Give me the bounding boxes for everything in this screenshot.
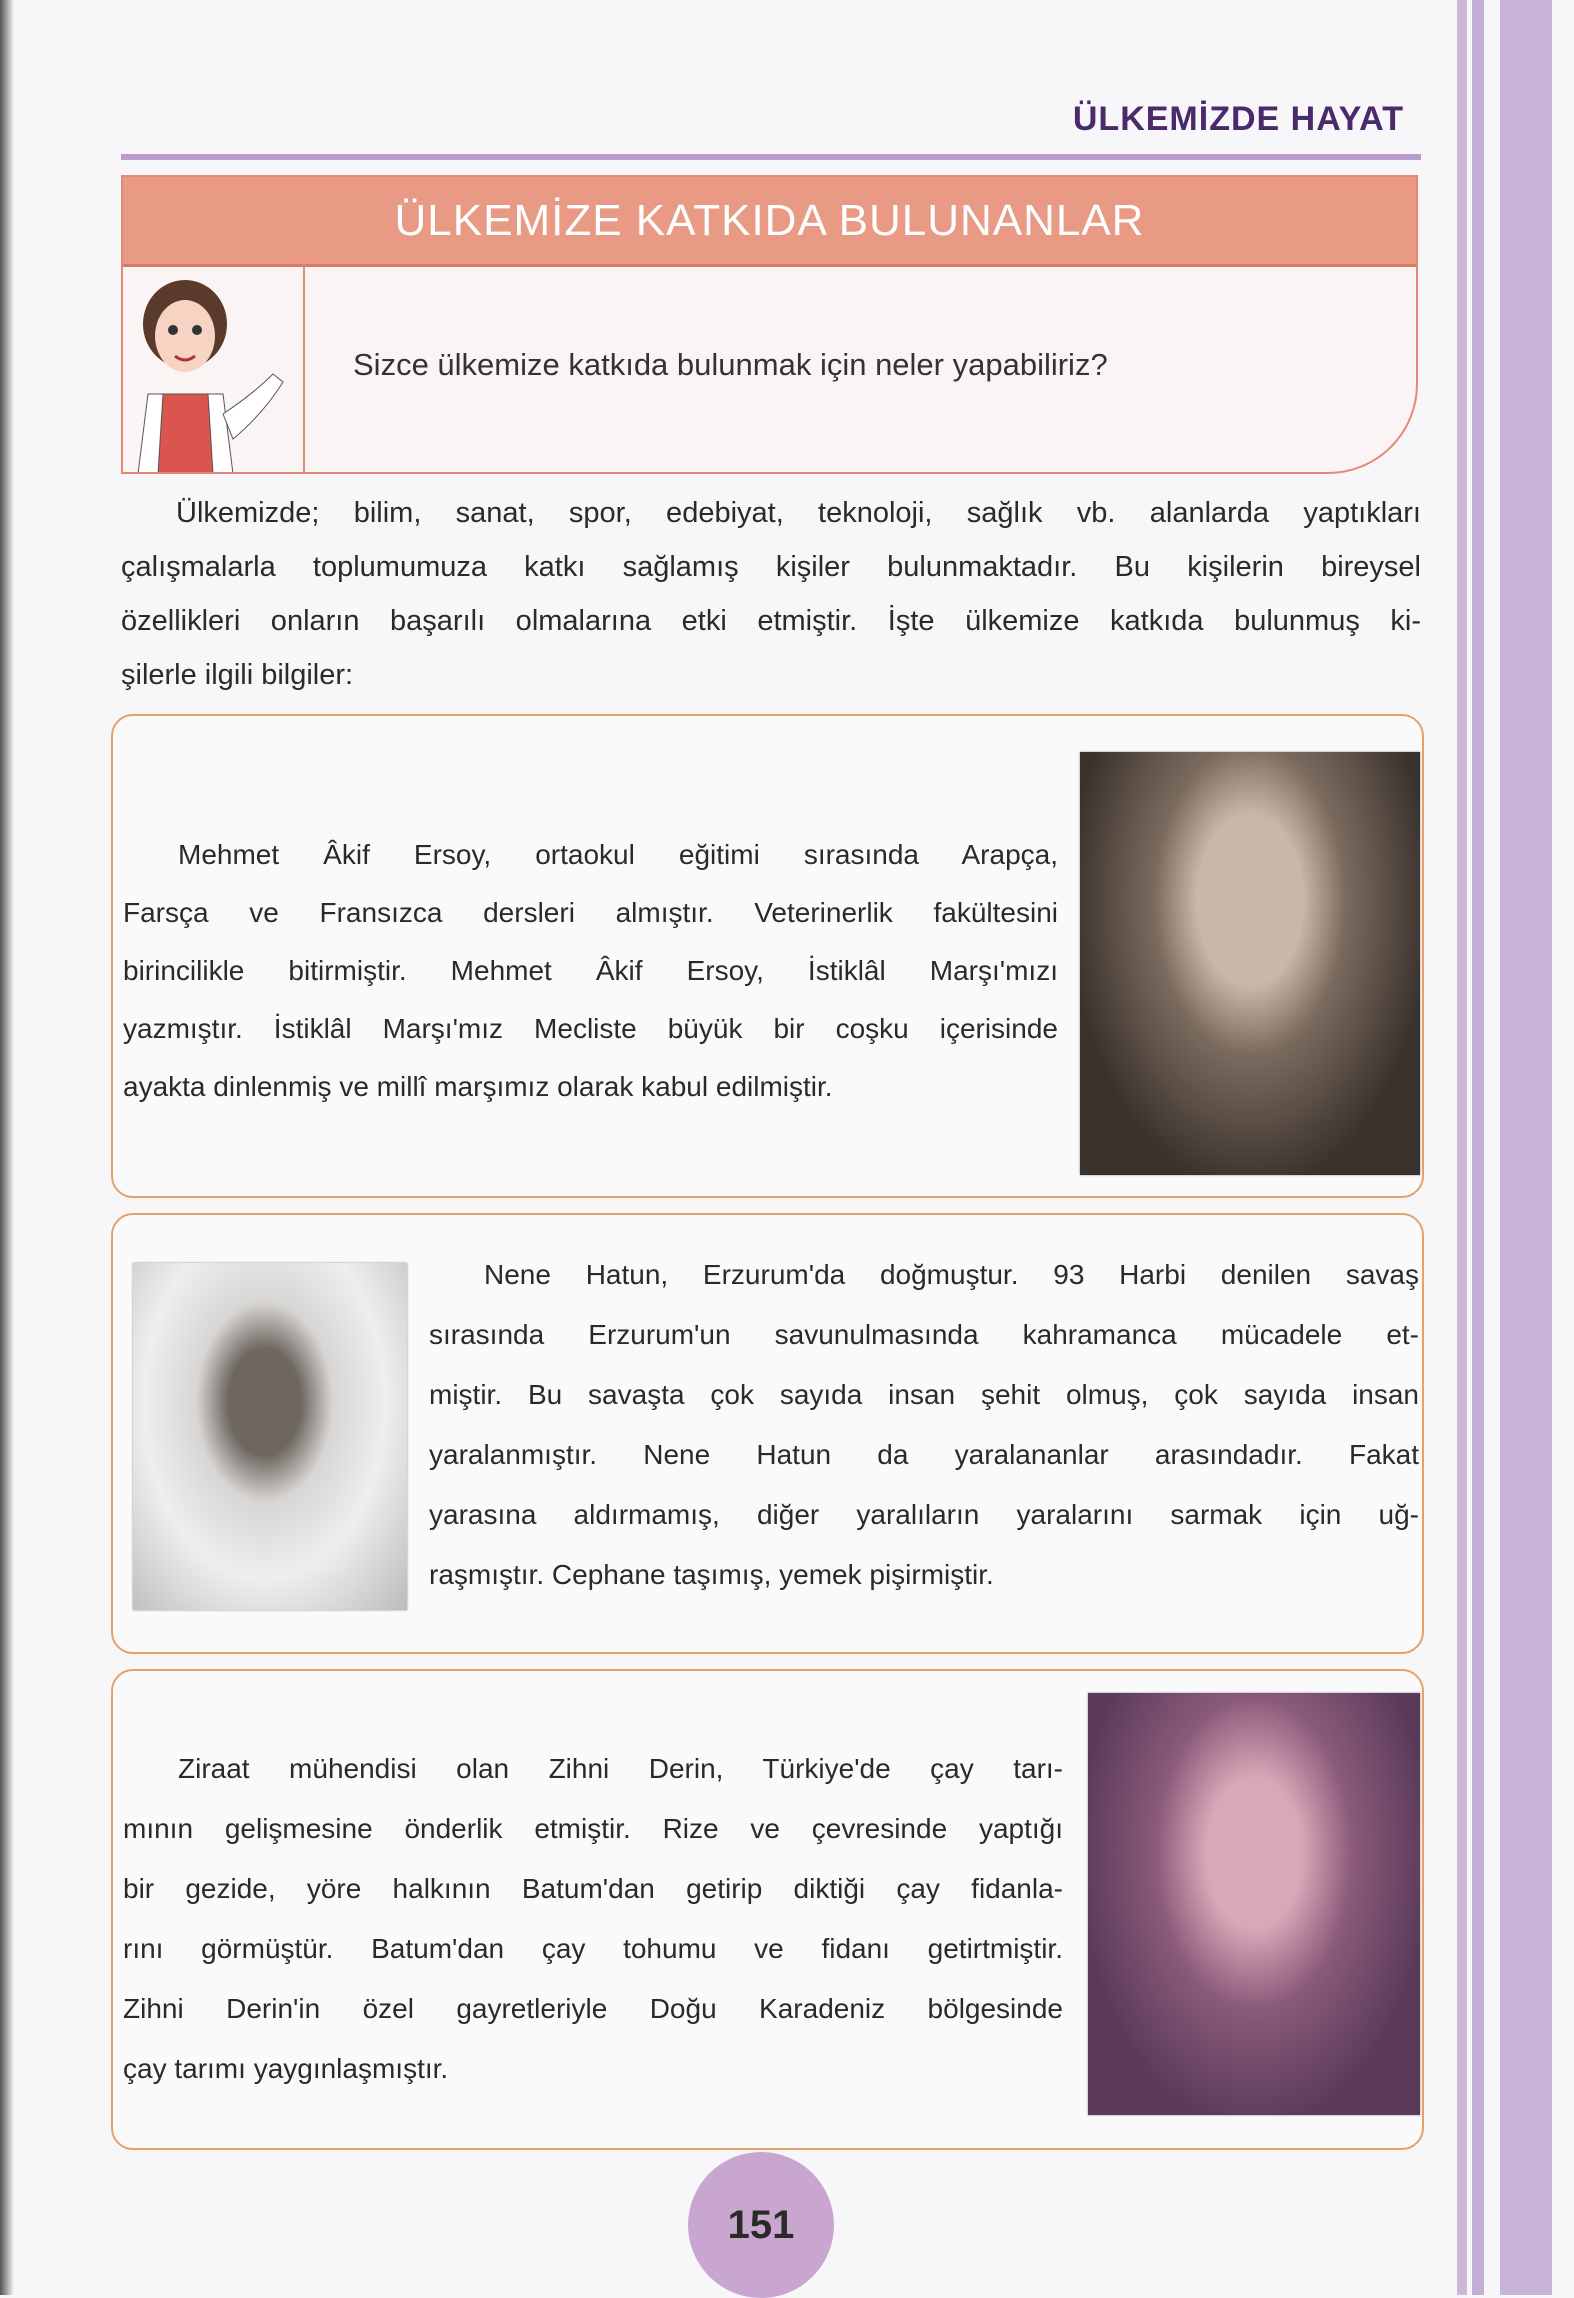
card-line: yarasına aldırmamış, diğer yaralıların yaralarını sarmak için uğ- <box>429 1499 1419 1530</box>
card-line: bir gezide, yöre halkının Batum'dan getirip diktiği çay fidanla- <box>123 1873 1063 1904</box>
card-line: Zihni Derin'in özel gayretleriyle Doğu Karadeniz bölgesinde <box>123 1993 1063 2024</box>
card-nene-hatun <box>111 1213 1424 1654</box>
page-number: 151 <box>688 2152 834 2298</box>
card-line: birincilikle bitirmiştir. Mehmet Âkif Ersoy, İstiklâl Marşı'mızı <box>123 955 1058 986</box>
card-line: yazmıştır. İstiklâl Marşı'mız Mecliste büyük bir coşku içerisinde <box>123 1013 1058 1044</box>
decorative-strip <box>1457 0 1467 2295</box>
boy-character-illustration <box>123 264 303 474</box>
card-line: Ziraat mühendisi olan Zihni Derin, Türkiye'de çay tarı- <box>178 1753 1063 1784</box>
card-text <box>123 1739 1063 2099</box>
photo-mehmet-akif-ersoy <box>1080 752 1420 1175</box>
card-zihni-derin <box>111 1669 1424 2150</box>
card-line: yaralanmıştır. Nene Hatun da yaralananlar arasındadır. Fakat <box>429 1439 1419 1470</box>
intro-line: çalışmalarla toplumumuza katkı sağlamış kişiler bulunmaktadır. Bu kişilerin bireysel <box>121 551 1421 583</box>
card-line: miştir. Bu savaşta çok sayıda insan şehit olmuş, çok sayıda insan <box>429 1379 1419 1410</box>
intro-paragraph <box>121 486 1421 702</box>
card-line: Farsça ve Fransızca dersleri almıştır. Veterinerlik fakültesini <box>123 897 1058 928</box>
card-line: sırasında Erzurum'un savunulmasında kahramanca mücadele et- <box>429 1319 1419 1350</box>
intro-line: Ülkemizde; bilim, sanat, spor, edebiyat, teknoloji, sağlık vb. alanlarda yaptıkları <box>176 497 1421 529</box>
card-mehmet-akif-ersoy <box>111 714 1424 1198</box>
decorative-strip <box>1472 0 1484 2295</box>
character-panel <box>123 264 305 474</box>
card-line: çay tarımı yaygınlaşmıştır. <box>123 2053 449 2084</box>
photo-zihni-derin <box>1088 1693 1420 2115</box>
decorative-strip <box>1500 0 1552 2295</box>
card-line: raşmıştır. Cephane taşımış, yemek pişirmiştir. <box>429 1559 994 1590</box>
page-edge-shadow <box>0 0 14 2295</box>
card-line: Nene Hatun, Erzurum'da doğmuştur. 93 Harbi denilen savaş <box>484 1259 1419 1290</box>
card-line: Mehmet Âkif Ersoy, ortaokul eğitimi sırasında Arapça, <box>178 839 1058 870</box>
intro-line: şilerle ilgili bilgiler: <box>121 659 354 691</box>
page-title: ÜLKEMİZE KATKIDA BULUNANLAR <box>123 177 1416 267</box>
card-line: mının gelişmesine önderlik etmiştir. Rize ve çevresinde yaptığı <box>123 1813 1063 1844</box>
card-line: ayakta dinlenmiş ve millî marşımız olarak kabul edilmiştir. <box>123 1071 833 1102</box>
card-text <box>123 826 1058 1116</box>
card-line: rını görmüştür. Batum'dan çay tohumu ve fidanı getirtmiştir. <box>123 1933 1063 1964</box>
photo-nene-hatun <box>133 1263 407 1610</box>
card-text <box>429 1245 1419 1605</box>
title-box <box>121 175 1418 474</box>
header-divider <box>121 154 1421 160</box>
section-header: ÜLKEMİZDE HAYAT <box>1072 100 1404 138</box>
question-text: Sizce ülkemize katkıda bulunmak için neler yapabiliriz? <box>353 347 1108 382</box>
intro-line: özellikleri onların başarılı olmalarına etki etmiştir. İşte ülkemize katkıda bulunmuş ki- <box>121 605 1421 637</box>
